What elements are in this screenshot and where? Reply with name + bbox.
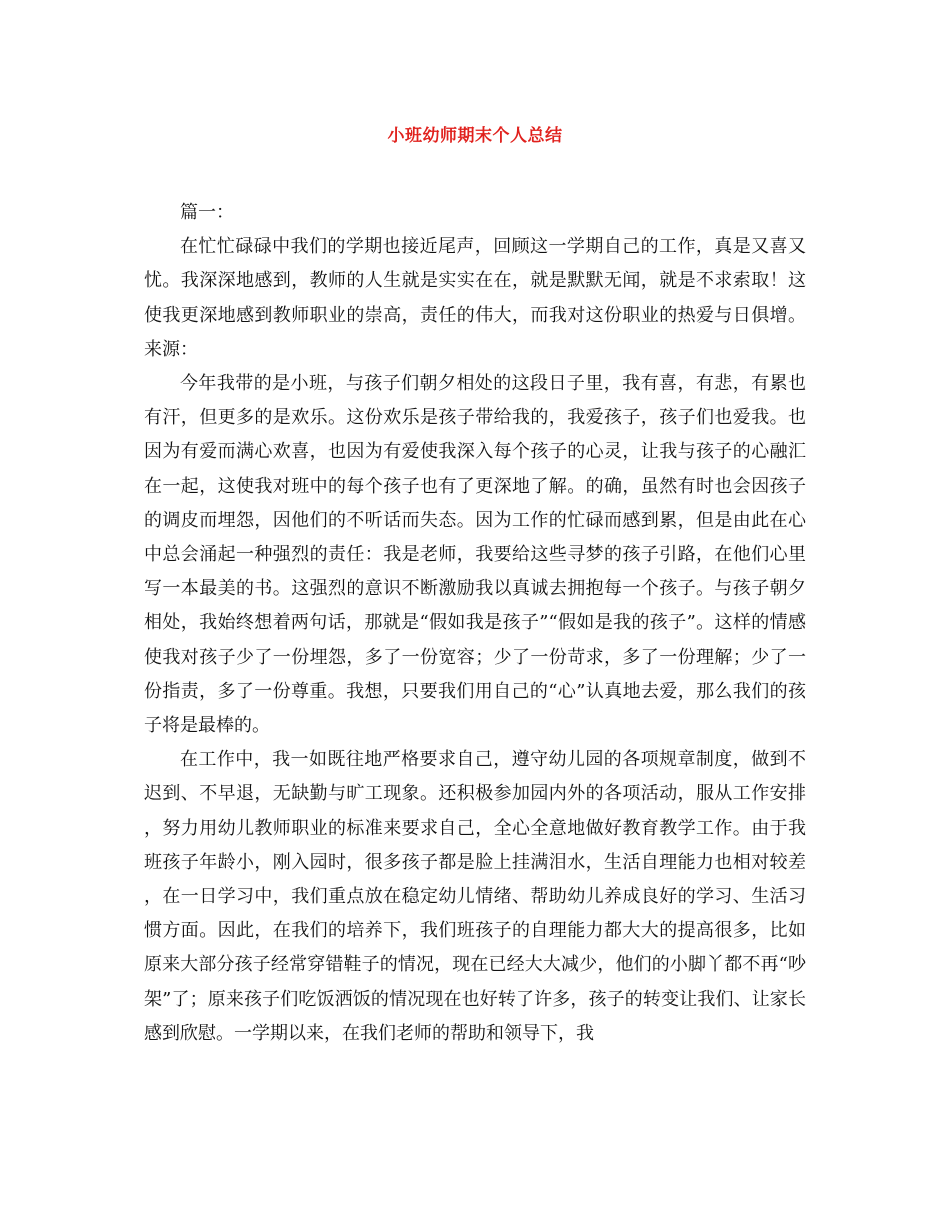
document-body [144,196,806,1051]
section-label: 篇一： [180,202,234,223]
document-title: 小班幼师期末个人总结 [387,126,563,146]
paragraph-1: 在忙忙碌碌中我们的学期也接近尾声，回顾这一学期自己的工作，真是又喜又忧。我深深地感到，教师的人生就是实实在在，就是默默无闻，就是不求索取！这使我更深地感到教师职业的崇高，责任的伟大，而我对这份职业的热爱与日俱增。来源： [144,236,806,360]
paragraph-3: 在工作中，我一如既往地严格要求自己，遵守幼儿园的各项规章制度，做到不迟到、不早退，无缺勤与旷工现象。还积极参加园内外的各项活动，服从工作安排，努力用幼儿教师职业的标准来要求自己，全心全意地做好教育教学工作。由于我班孩子年龄小，刚入园时，很多孩子都是脸上挂满泪水，生活自理能力也相对较差，在一日学习中，我们重点放在稳定幼儿情绪、帮助幼儿养成良好的学习、生活习惯方面。因此，在我们的培养下，我们班孩子的自理能力都大大的提高很多，比如原来大部分孩子经常穿错鞋子的情况，现在已经大大减少，他们的小脚丫都不再“吵架”了；原来孩子们吃饭洒饭的情况现在也好转了许多，孩子的转变让我们、让家长感到欣慰。一学期以来，在我们老师的帮助和领导下，我 [144,749,806,1044]
paragraph-2: 今年我带的是小班，与孩子们朝夕相处的这段日子里，我有喜，有悲，有累也有汗，但更多的是欢乐。这份欢乐是孩子带给我的，我爱孩子，孩子们也爱我。也因为有爱而满心欢喜，也因为有爱使我深入每个孩子的心灵，让我与孩子的心融汇在一起，这使我对班中的每个孩子也有了更深地了解。的确，虽然有时也会因孩子的调皮而埋怨，因他们的不听话而失态。因为工作的忙碌而感到累，但是由此在心中总会涌起一种强烈的责任：我是老师，我要给这些寻梦的孩子引路，在他们心里写一本最美的书。这强烈的意识不断激励我以真诚去拥抱每一个孩子。与孩子朝夕相处，我始终想着两句话，那就是“假如我是孩子”“假如是我的孩子”。这样的情感使我对孩子少了一份埋怨，多了一份宽容；少了一份苛求，多了一份理解；少了一份指责，多了一份尊重。我想，只要我们用自己的“心”认真地去爱，那么我们的孩子将是最棒的。 [144,373,806,737]
